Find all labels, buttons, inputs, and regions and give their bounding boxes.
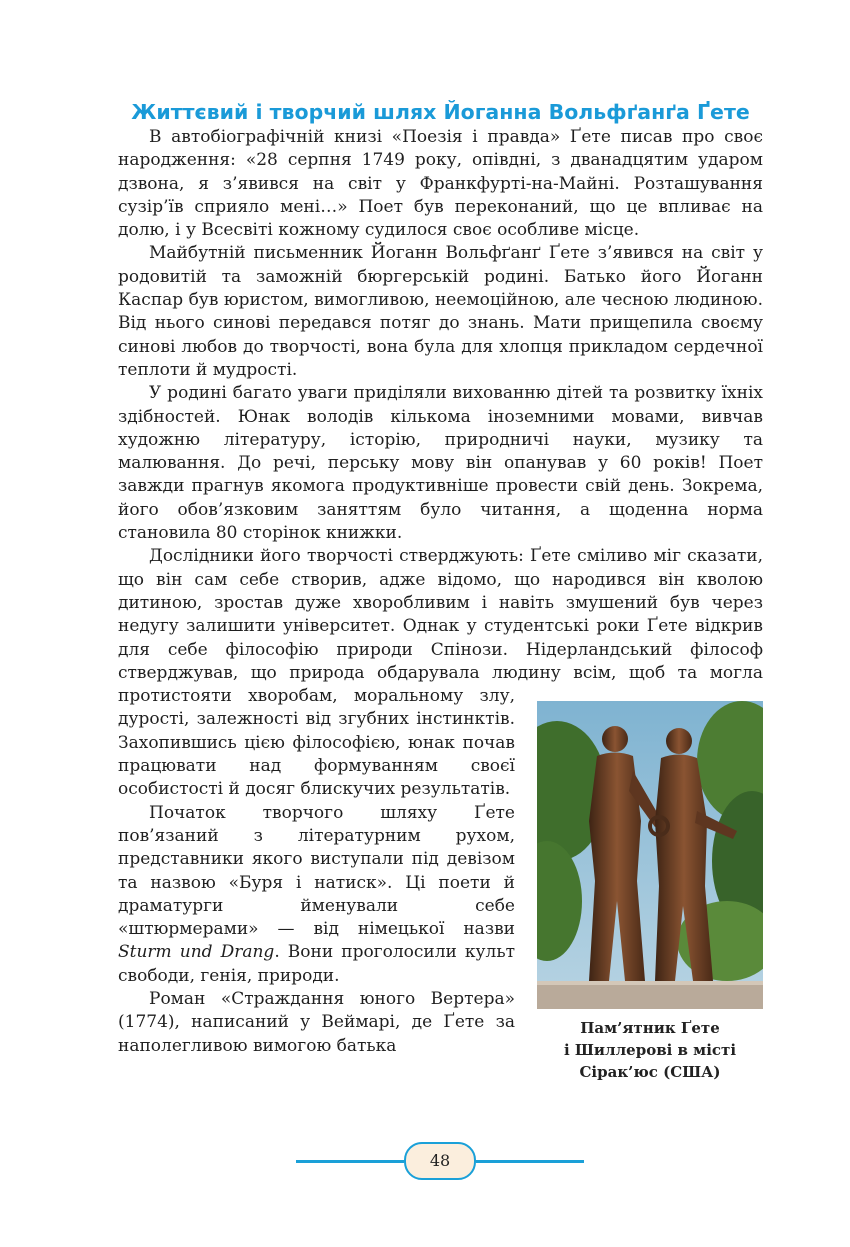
paragraph-family: Майбутній письменник Йоганн Вольфґанґ Ґете з’явився на світ у родовитій та заможній бюргерській родині. Батько його Йоганн Каспар був юристом, вимогливою, неемоційною, але чесною людиною. Від нього синові передався потяг до знань. Мати прищепила своєму синові любов до творчості, вона була для хлопця прикладом сердечної теплоти й мудрості.	[118, 243, 763, 380]
paragraph-birth: В автобіографічній книзі «Поезія і правда» Ґете писав про своє народження: «28 серпня 1749 року, опівдні, з дванадцятим ударом дзвона, я з’явився на світ у Франкфурті-на-Майні. Розташування сузір’їв сприяло мені…» Поет був переконаний, що це впливає на долю, і у Всесвіті кожному судилося своє особливе місце.	[118, 127, 763, 241]
footer-line-left	[296, 1160, 404, 1163]
caption-line-2: і Шиллерові в місті	[563, 1041, 737, 1060]
paragraph-sturm-text-before: Початок творчого шляху Ґете пов’язаний з літературним рухом, представники якого виступали під девізом та назвою «Буря і натиск». Ці поети й драматурги йменували себе «штюрмерами» — від німецької назви	[118, 802, 515, 940]
sturm-und-drang-term: Sturm und Drang	[118, 942, 275, 963]
caption-line-3: Сірак’юс (США)	[579, 1063, 721, 1082]
paragraph-spinoza-part-2: могла протистояти хворобам, моральному злу, дурості, залежності від згубних інстинктів. Захопившись цією філософією, юнак почав працювати над формуванням своєї особистості й досяг блискучих результатів.	[118, 662, 763, 800]
paragraph-education: У родині багато уваги приділяли вихованню дітей та розвитку їхніх здібностей. Юнак володів кількома іноземними мовами, вивчав художню літературу, історію, природничі науки, музику та малювання. До речі, перську мову він опанував у 60 років! Поет завжди прагнув якомога продуктивніше провести свій день. Зокрема, його обов’язковим заняттям було читання, а щоденна норма становила 80 сторінок книжки.	[118, 383, 763, 544]
goethe-schiller-monument-photo	[537, 701, 763, 1009]
page-footer	[296, 1142, 584, 1180]
body-text	[118, 126, 763, 1087]
footer-line-right	[476, 1160, 584, 1163]
figure-caption	[537, 1017, 763, 1083]
paragraph-werther: Роман «Страждання юного Вертера» (1774), написаний у Веймарі, де Ґете за наполегливою вимогою батька	[118, 988, 515, 1056]
caption-line-1: Пам’ятник Ґете	[580, 1019, 720, 1038]
paragraph-spinoza-part-1: Дослідники його творчості стверджують: Ґете сміливо міг сказати, що він сам себе створив, адже відомо, що народився він кволою дитиною, зростав дуже хворобливим і навіть змушений був через недугу залишити університет. Однак у студентські роки Ґете відкрив для себе філософію природи Спінози. Нідерландський філософ стверджував, що природа обдарувала людину всім, щоб та	[118, 546, 763, 683]
figure	[537, 701, 763, 1083]
section-title: Життєвий і творчий шлях Йоганна Вольфґанґа Ґете	[131, 100, 750, 124]
paragraph-sturm-text-after: . Вони проголосили культ свободи, генія, природи.	[118, 942, 515, 986]
page-number-badge: 48	[404, 1142, 476, 1180]
